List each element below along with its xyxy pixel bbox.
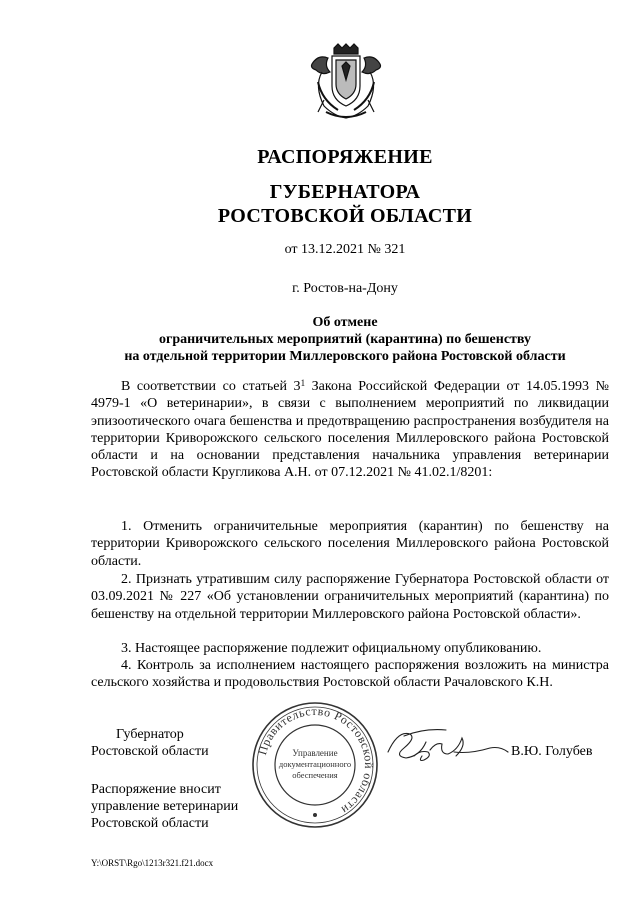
city: г. Ростов-на-Дону — [292, 281, 398, 296]
preamble-paragraph — [91, 378, 609, 482]
list-item — [91, 640, 609, 657]
item-3-text: 3. Настоящее распоряжение подлежит официальному опубликованию. — [121, 641, 542, 656]
file-path-footer: Y:\ORST\Rgo\1213r321.f21.docx — [91, 858, 214, 868]
preamble-part-2: Закона Российской Федерации от 14.05.1993 № 4979-1 «О ветеринарии», в связи с выполнением мероприятий по ликвидации эпизоотического очага бешенства и предотвращению распространения возбудителя на территории Криворожского сельского поселения Миллеровского района Ростовской области и на основании представления начальника управления ветеринарии Ростовской области Кругликова А.Н. от 07.12.2021 № 41.02.1/8201: — [91, 379, 609, 481]
seal-center-line-2: документационного — [278, 759, 352, 769]
seal-center-line-3: обеспечения — [292, 770, 338, 780]
submitted-by-line-3: Ростовской области — [91, 816, 209, 831]
subject-line-1: Об отмене — [312, 315, 378, 330]
article-superscript: 1 — [300, 378, 306, 388]
document-title: РАСПОРЯЖЕНИЕ — [257, 146, 433, 168]
list-item — [91, 657, 609, 692]
list-item — [91, 571, 609, 623]
handwritten-signature — [384, 722, 514, 770]
coat-of-arms-icon — [304, 42, 388, 124]
item-1-text: 1. Отменить ограничительные мероприятия (карантин) по бешенству на территории Криворожского сельского поселения Миллеровского района Ростовской области. — [91, 519, 609, 569]
signatory-name: В.Ю. Голубев — [511, 744, 593, 759]
official-seal — [250, 700, 380, 830]
issuer-line-2: РОСТОВСКОЙ ОБЛАСТИ — [217, 205, 473, 227]
item-2-text: 2. Признать утратившим силу распоряжение Губернатора Ростовской области от 03.09.2021 № 227 «Об установлении ограничительных мероприятий (карантина) по бешенству на отдельной территории Миллеровского района Ростовской области». — [91, 572, 609, 622]
signatory-position-line-2: Ростовской области — [91, 744, 209, 759]
preamble-part-1: В соответствии со статьей 3 — [121, 379, 301, 394]
date-and-number: от 13.12.2021 № 321 — [284, 242, 406, 257]
seal-center-line-1: Управление — [292, 748, 338, 758]
subject-line-2: ограничительных мероприятий (карантина) по бешенству — [158, 332, 532, 347]
seal-ring-text: Правительство Ростовской области — [255, 703, 377, 818]
item-4-text: 4. Контроль за исполнением настоящего распоряжения возложить на министра сельского хозяйства и продовольствия Ростовской области Рачаловского К.Н. — [91, 658, 609, 691]
submitted-by-line-2: управление ветеринарии — [91, 799, 239, 814]
issuer-line-1: ГУБЕРНАТОРА — [269, 181, 421, 203]
subject-heading — [0, 314, 640, 365]
list-item — [91, 518, 609, 570]
subject-line-3: на отдельной территории Миллеровского района Ростовской области — [124, 349, 566, 364]
signatory-position-line-1: Губернатор — [116, 727, 184, 742]
submitted-by-line-1: Распоряжение вносит — [91, 782, 221, 797]
